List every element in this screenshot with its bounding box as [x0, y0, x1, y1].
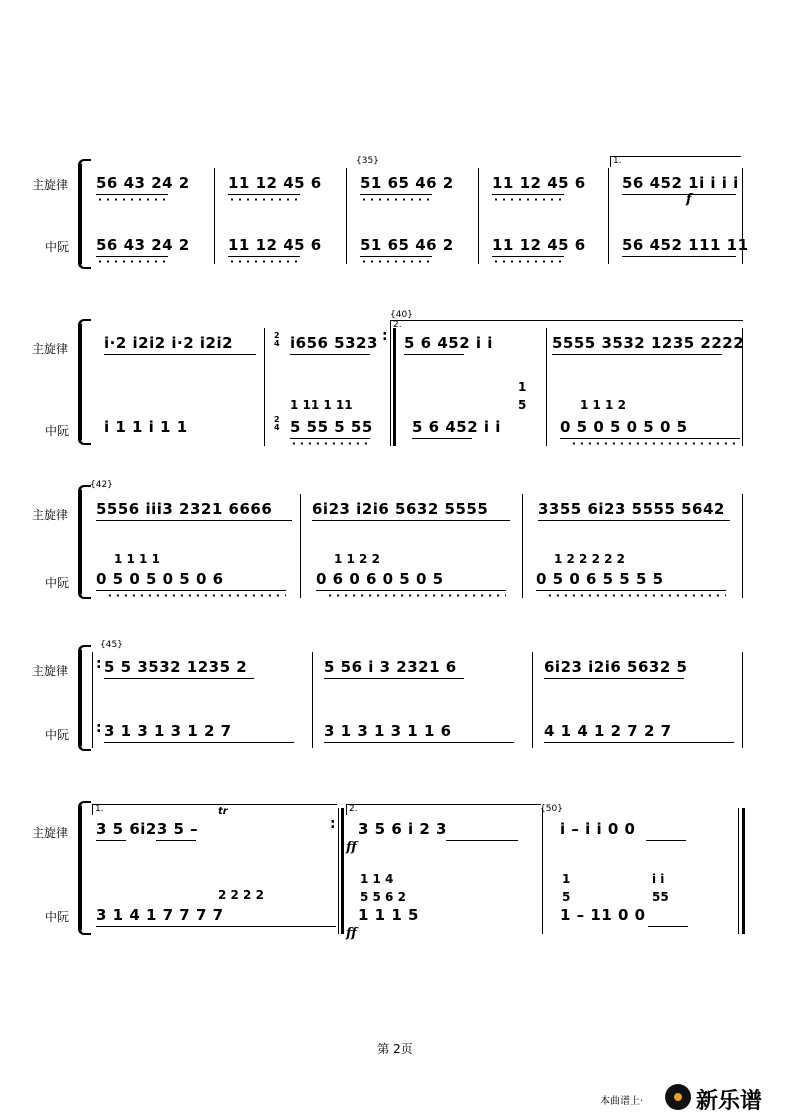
beam: [492, 194, 564, 195]
dynamic-ff: ff: [346, 840, 357, 855]
part-label-zhongruan: 中阮: [45, 728, 70, 742]
barline-final: [742, 808, 745, 934]
time-signature: 2 4: [274, 415, 280, 432]
beam: [290, 438, 370, 439]
volta-first: 1.: [92, 804, 337, 815]
melody-m2: 6i23 i2i6 5632 5555: [312, 500, 489, 518]
melody-m4: 11 12 45 6: [492, 174, 586, 192]
barline: [338, 808, 339, 934]
melody-m2: 11 12 45 6: [228, 174, 322, 192]
beam: [536, 590, 726, 591]
zhongruan-upper-m2: 1 11 1 11: [290, 398, 353, 412]
zhongruan-chord-mid: 5: [518, 398, 527, 412]
octave-dots: [228, 260, 300, 263]
record-logo-icon: [665, 1084, 691, 1110]
melody-m3: 5 6 452 i i: [404, 334, 493, 352]
dynamic-f: f: [686, 192, 692, 207]
octave-dots: [290, 442, 370, 445]
repeat-start-dots: :: [96, 720, 102, 736]
octave-dots: [492, 260, 564, 263]
zhongruan-m2: 0 6 0 6 0 5 0 5: [316, 570, 444, 588]
zhongruan-upper-m5a: 1 1 4: [360, 872, 394, 886]
system-4: [0, 636, 790, 756]
credit-text: 本曲谱上·: [600, 1096, 644, 1107]
melody-m2: 5 56 i 3 2321 6: [324, 658, 457, 676]
octave-dots: [96, 198, 168, 201]
beam: [646, 840, 686, 841]
melody-m1: 5556 iii3 2321 6666: [96, 500, 273, 518]
melody-m1: 3 5 6i23 5 –: [96, 820, 199, 838]
barline: [532, 652, 533, 748]
melody-m1: 56 43 24 2: [96, 174, 190, 192]
barline-double: [393, 328, 396, 446]
zhongruan-m4: 11 12 45 6: [492, 236, 586, 254]
octave-dots: [570, 442, 740, 445]
melody-m3: 3355 6i23 5555 5642: [538, 500, 725, 518]
octave-dots: [96, 260, 168, 263]
melody-m1: i·2 i2i2 i·2 i2i2: [104, 334, 234, 352]
repeat-end-dots: :: [382, 328, 388, 344]
zhongruan-m3: 51 65 46 2: [360, 236, 454, 254]
barline: [264, 328, 265, 446]
barline: [742, 168, 743, 264]
zhongruan-mid-m4: 5 5 6 2: [360, 890, 406, 904]
beam: [412, 438, 472, 439]
octave-dots: [106, 594, 286, 597]
beam: [96, 520, 292, 521]
part-label-zhongruan: 中阮: [45, 240, 70, 254]
beam: [544, 678, 684, 679]
page-number: 第 2页: [377, 1042, 413, 1056]
measure-number: {50}: [540, 804, 563, 814]
site-logo-text: 新乐谱: [696, 1089, 763, 1114]
volta-second: 2.: [346, 804, 541, 815]
zhongruan-m2: 11 12 45 6: [228, 236, 322, 254]
beam: [538, 520, 730, 521]
octave-dots: [360, 198, 432, 201]
measure-number: {45}: [100, 640, 123, 650]
repeat-start-dots: :: [96, 656, 102, 672]
beam: [312, 520, 510, 521]
zhongruan-m4: 0 5 0 5 0 5 0 5: [560, 418, 688, 436]
system-1: [0, 150, 790, 270]
barline: [738, 808, 739, 934]
zhongruan-m1: 3 1 3 1 3 1 2 7: [104, 722, 232, 740]
melody-m5: 56 452 1i i i i: [622, 174, 739, 192]
beam: [404, 354, 464, 355]
beam: [446, 840, 518, 841]
zhongruan-m2: 1 1 1 5: [358, 906, 419, 924]
measure-number: {42}: [90, 480, 113, 490]
volta-second: 2.: [390, 320, 743, 331]
zhongruan-upper-m1: 2 2 2 2: [218, 888, 264, 902]
part-label-zhongruan: 中阮: [45, 576, 70, 590]
melody-m2: i656 5323: [290, 334, 378, 352]
zhongruan-upper-m3: 1 2 2 2 2 2: [554, 552, 625, 566]
beam: [324, 678, 464, 679]
melody-m3: 51 65 46 2: [360, 174, 454, 192]
system-brace: [78, 806, 82, 930]
melody-m4: 5555 3532 1235 2222: [552, 334, 745, 352]
octave-dots: [360, 260, 432, 263]
melody-m3: i – i i 0 0: [560, 820, 636, 838]
zhongruan-m1: i 1 1 i 1 1: [104, 418, 188, 436]
system-2: [0, 310, 790, 450]
beam: [316, 590, 506, 591]
beam: [560, 438, 740, 439]
zhongruan-m5: 56 452 111 11: [622, 236, 749, 254]
zhongruan-upper-m5b: 1: [562, 872, 571, 886]
octave-dots: [546, 594, 726, 597]
part-label-zhongruan: 中阮: [45, 910, 70, 924]
beam: [96, 840, 126, 841]
measure-number: {40}: [390, 310, 413, 320]
volta-first: 1.: [610, 156, 741, 167]
beam: [228, 256, 300, 257]
beam: [324, 742, 514, 743]
melody-m1: 5 5 3532 1235 2: [104, 658, 248, 676]
barline: [742, 652, 743, 748]
repeat-end-dots: :: [330, 816, 336, 832]
zhongruan-m1: 3 1 4 1 7 7 7 7: [96, 906, 224, 924]
beam: [104, 354, 256, 355]
beam: [96, 590, 286, 591]
zhongruan-m3: 4 1 4 1 2 7 2 7: [544, 722, 672, 740]
zhongruan-chord-top: 1: [518, 380, 527, 394]
barline: [608, 168, 609, 264]
zhongruan-upper-m2: 1 1 2 2: [334, 552, 380, 566]
beam: [104, 678, 254, 679]
beam: [104, 742, 294, 743]
barline: [214, 168, 215, 264]
part-label-melody: 主旋律: [32, 508, 69, 522]
beam: [156, 840, 196, 841]
measure-number: {35}: [356, 156, 379, 166]
beam: [96, 194, 168, 195]
octave-dots: [326, 594, 506, 597]
zhongruan-m1: 0 5 0 5 0 5 0 6: [96, 570, 224, 588]
barline: [92, 652, 93, 748]
dynamic-ff: ff: [346, 926, 357, 941]
system-brace: [78, 164, 82, 264]
barline: [346, 168, 347, 264]
zhongruan-m3: 1 – 11 0 0: [560, 906, 646, 924]
system-brace: [78, 324, 82, 440]
zhongruan-upper-m5c: i i: [652, 872, 665, 886]
zhongruan-upper-m1: 1 1 1 1: [114, 552, 160, 566]
barline: [546, 328, 547, 446]
octave-dots: [492, 198, 564, 201]
beam: [360, 256, 432, 257]
system-3: [0, 476, 790, 606]
time-signature: 2 4: [274, 331, 280, 348]
zhongruan-mid-m5: 5: [562, 890, 571, 904]
barline-double: [341, 808, 344, 934]
beam: [622, 194, 736, 195]
beam: [552, 354, 722, 355]
beam: [96, 256, 168, 257]
beam: [96, 926, 336, 927]
zhongruan-m2: 3 1 3 1 3 1 1 6: [324, 722, 452, 740]
barline: [312, 652, 313, 748]
zhongruan-m3: 0 5 0 6 5 5 5 5: [536, 570, 664, 588]
zhongruan-m3: 5 6 452 i i: [412, 418, 501, 436]
barline: [742, 328, 743, 446]
barline: [300, 494, 301, 598]
beam: [622, 256, 736, 257]
beam: [648, 926, 688, 927]
melody-m3: 6i23 i2i6 5632 5: [544, 658, 688, 676]
part-label-melody: 主旋律: [32, 178, 69, 192]
part-label-zhongruan: 中阮: [45, 424, 70, 438]
system-brace: [78, 650, 82, 746]
melody-m2: 3 5 6 i 2 3: [358, 820, 447, 838]
zhongruan-mid-m5b: 55: [652, 890, 669, 904]
part-label-melody: 主旋律: [32, 826, 69, 840]
barline: [522, 494, 523, 598]
beam: [228, 194, 300, 195]
barline: [390, 328, 391, 446]
part-label-melody: 主旋律: [32, 342, 69, 356]
beam: [544, 742, 734, 743]
beam: [492, 256, 564, 257]
system-5: [0, 794, 790, 944]
zhongruan-m1: 56 43 24 2: [96, 236, 190, 254]
beam: [290, 354, 370, 355]
system-brace: [78, 490, 82, 594]
barline: [542, 808, 543, 934]
trill-mark: tr: [218, 806, 228, 817]
octave-dots: [228, 198, 300, 201]
barline: [742, 494, 743, 598]
beam: [360, 194, 432, 195]
zhongruan-m2: 5 55 5 55: [290, 418, 373, 436]
zhongruan-upper-m4: 1 1 1 2: [580, 398, 626, 412]
part-label-melody: 主旋律: [32, 664, 69, 678]
barline: [478, 168, 479, 264]
